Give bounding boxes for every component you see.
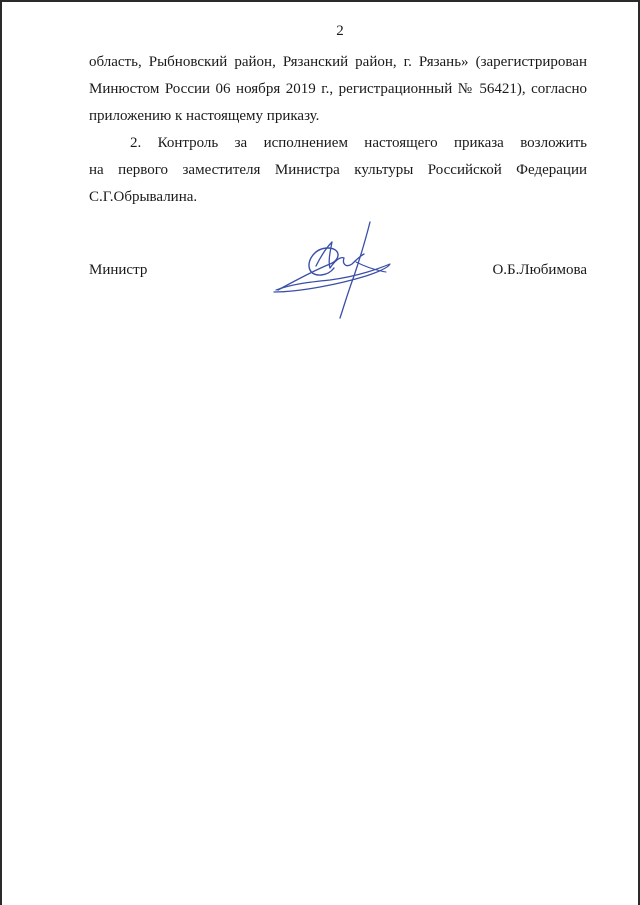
paragraph-1-line-2: Минюстом России 06 ноября 2019 г., регистрационный № 56421), согласно	[89, 81, 587, 97]
paragraph-2-line-3: С.Г.Обрывалина.	[89, 189, 198, 205]
paragraph-1	[89, 49, 587, 130]
signer-title: Министр	[89, 262, 148, 278]
handwritten-signature	[270, 218, 394, 322]
scan-border-top	[0, 0, 640, 2]
signature-stroke-letters	[316, 242, 364, 268]
paragraph-1-line-1: область, Рыбновский район, Рязанский район, г. Рязань» (зарегистрирован	[89, 54, 587, 70]
paragraph-1-line-3: приложению к настоящему приказу.	[89, 108, 320, 124]
page-number: 2	[336, 23, 344, 39]
document-body	[89, 49, 587, 211]
paragraph-2	[89, 130, 587, 211]
signature-stroke-loop	[278, 248, 338, 290]
paragraph-2-line-1: 2. Контроль за исполнением настоящего приказа возложить	[130, 135, 587, 151]
signer-name: О.Б.Любимова	[492, 262, 587, 278]
signature-stroke-vertical	[340, 222, 370, 318]
paragraph-2-line-2: на первого заместителя Министра культуры Российской Федерации	[89, 162, 587, 178]
scan-border-left	[0, 0, 2, 905]
